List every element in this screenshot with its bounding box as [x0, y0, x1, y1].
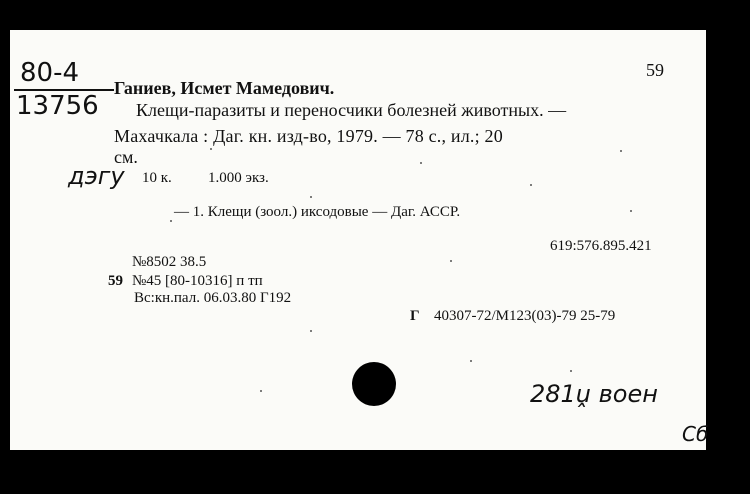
record-number: №8502 38.5 — [132, 254, 207, 270]
price: 10 к. — [142, 170, 172, 186]
scan-speck — [210, 148, 212, 150]
page-number: 59 — [646, 60, 664, 80]
scan-speck — [450, 260, 452, 262]
scan-speck — [170, 220, 172, 222]
bbk-code: 40307-72/М123(03)-79 25-79 — [434, 308, 616, 324]
handwritten-inventory: 281ṷ воен — [530, 380, 658, 408]
copies: 1.000 экз. — [208, 170, 269, 186]
bbk-prefix: Г — [410, 308, 420, 324]
title-line-1: Клещи-паразиты и переносчики болезней животных. — — [136, 100, 567, 120]
handwritten-mark: дэгу — [68, 162, 125, 190]
classification-top: 80-4 — [20, 58, 80, 88]
subject-heading: — 1. Клещи (зоол.) иксодовые — Даг. АССР. — [174, 204, 461, 220]
scan-speck — [260, 390, 262, 392]
registry-prefix: 59 — [108, 273, 123, 289]
punch-hole — [352, 362, 396, 406]
scan-speck — [420, 162, 422, 164]
udc-code: 619:576.895.421 — [550, 238, 652, 254]
chamber-line: Вс:кн.пал. 06.03.80 Г192 — [134, 290, 292, 306]
scan-speck — [470, 360, 472, 362]
corner-scribble: Сб — [682, 422, 709, 446]
catalog-card — [10, 30, 709, 450]
scan-speck — [620, 150, 622, 152]
scan-speck — [530, 184, 532, 186]
scan-speck — [310, 330, 312, 332]
title-line-2: Махачкала : Даг. кн. изд-во, 1979. — 78 с., ил.; 20 — [114, 126, 503, 146]
classification-bottom: 13756 — [16, 91, 99, 121]
author-heading: Ганиев, Исмет Мамедович. — [114, 78, 335, 98]
scan-speck — [310, 196, 312, 198]
registry-line: №45 [80-10316] п тп — [132, 273, 263, 289]
title-line-3: см. — [114, 147, 138, 167]
scan-speck — [570, 370, 572, 372]
scan-speck — [630, 210, 632, 212]
